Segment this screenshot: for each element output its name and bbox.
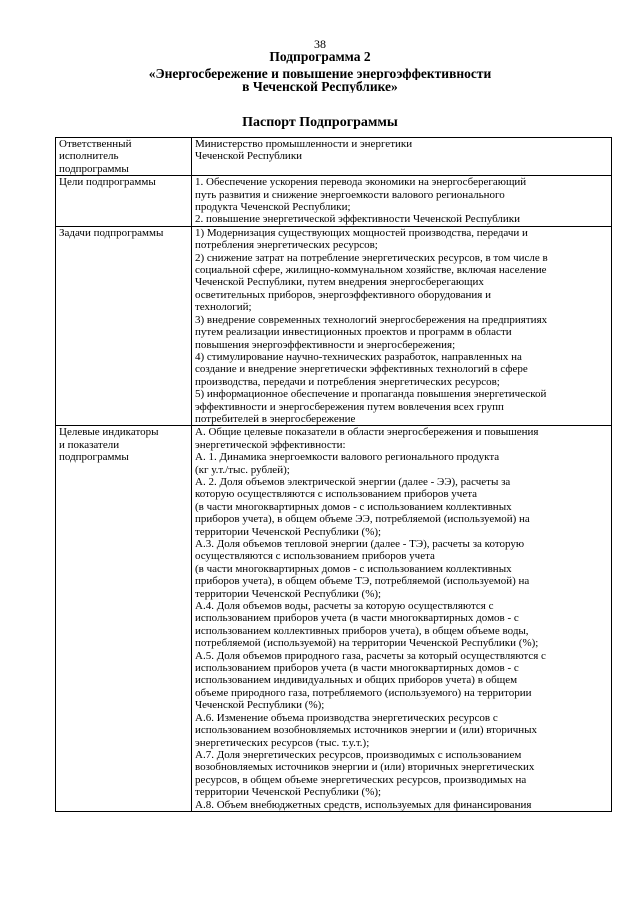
row-content-line: А. 1. Динамика энергоемкости валового регионального продукта [195,451,500,464]
row-content-line: потребителей в энергосбережение [195,412,356,425]
row-label-line: Целевые индикаторы [59,426,159,439]
row-content-line: А. 2. Доля объемов электрической энергии (далее - ЭЭ), расчеты за [195,475,511,488]
row-content-line: использованием индивидуальных и общих приборов учета) в общем [195,674,518,687]
row-content-line: территории Чеченской Республики (%); [195,525,382,538]
row-label-line: исполнитель [59,150,119,163]
row-content [192,138,612,176]
row-label-line: Задачи подпрограммы [59,226,164,239]
row-content [192,176,612,227]
passport-row [56,176,612,227]
row-content-line: использованием приборов учета (в части многоквартирных домов - с [195,662,519,675]
row-content-line: 3) внедрение современных технологий энергосбережения на предприятиях [195,313,548,326]
passport-row [56,226,612,426]
row-content-line: 5) информационное обеспечение и пропаганда повышения энергетической [195,388,547,401]
row-content-line: путь развития и снижение энергоемкости валового регионального [195,188,505,201]
row-content-line: ресурсов, в общем объеме энергетических ресурсов, производимых на [195,773,527,786]
row-content-line: А.6. Изменение объема производства энергетических ресурсов с [195,711,498,724]
row-content-line: осуществляются с использованием приборов учета [195,550,435,563]
subprogram-title-line: в Чеченской Республике» [242,80,398,93]
passport-row [56,426,612,812]
row-content-line: А. Общие целевые показатели в области энергосбережения и повышения [195,426,539,439]
row-content [192,426,612,812]
row-content-line: А.7. Доля энергетических ресурсов, производимых с использованием [195,748,522,761]
passport-heading: Паспорт Подпрограммы [242,115,398,130]
row-content-line: энергетической эффективности: [195,438,346,451]
row-content-line: Чеченской Республики [195,150,303,163]
row-label-line: и показатели [59,438,120,451]
row-content-line: использованием коллективных приборов учета), в общем объеме воды, [195,624,529,637]
row-content-line: использованием возобновляемых источников энергии и (или) вторичных [195,724,538,737]
row-content-line: А.8. Объем внебюджетных средств, используемых для финансирования [195,798,532,811]
row-label [56,138,192,176]
row-content-line: (в части многоквартирных домов - с использованием коллективных [195,562,512,575]
row-content-line: 4) стимулирование научно-технических разработок, направленных на [195,350,522,363]
page-number: 38 [314,37,326,51]
row-content-line: А.3. Доля объемов тепловой энергии (далее - ТЭ), расчеты за которую [195,538,525,550]
row-content-line: эффективности и энергосбережения путем вовлечения всех групп [195,400,504,413]
subprogram-title [0,67,640,93]
row-label [56,426,192,812]
row-content-line: использованием приборов учета (в части многоквартирных домов - с [195,612,519,625]
row-content-line: потребляемой (используемой) на территории Чеченской Республики (%); [195,637,539,650]
subprogram-heading: Подпрограмма 2 [269,49,371,64]
passport-table [55,137,612,812]
row-label [56,226,192,426]
row-content-line: Чеченской Республики, путем внедрения энергосберегающих [195,276,484,289]
subprogram-title-line: «Энергосбережение и повышение энергоэффективности [148,67,492,80]
passport-row [56,138,612,176]
row-content-line: А.4. Доля объемов воды, расчеты за которую осуществляются с [195,600,494,613]
row-content-line: Чеченской Республики (%); [195,699,325,712]
row-content-line: которую осуществляются с использованием приборов учета [195,488,478,501]
row-content-line: возобновляемых источников энергии и (или) вторичных энергетических [195,761,535,774]
row-content-line: продукта Чеченской Республики; [195,201,351,214]
row-content-line: объеме природного газа, потребляемого (используемого) на территории [195,686,532,699]
row-content-line: осветительных приборов, энергоэффективного оборудования и [195,288,491,301]
row-content-line: социальной сфере, жилищно-коммунальном хозяйстве, включая население [195,264,547,277]
row-label [56,176,192,227]
row-label-line: подпрограммы [59,451,129,464]
row-content-line: А.5. Доля объемов природного газа, расчеты за который осуществляются с [195,649,546,662]
row-content-line: территории Чеченской Республики (%); [195,587,382,600]
row-content-line: технологий; [195,301,252,314]
row-content-line: приборов учета), в общем объеме ЭЭ, потребляемой (используемой) на [195,513,530,526]
row-content-line: территории Чеченской Республики (%); [195,786,382,799]
row-label-line: Ответственный [59,138,132,150]
row-content-line: (в части многоквартирных домов - с использованием коллективных [195,500,512,513]
row-label-line: подпрограммы [59,162,129,175]
row-content-line: 1. Обеспечение ускорения перевода экономики на энергосберегающий [195,176,527,189]
row-content-line: создание и внедрение энергетически эффективных технологий в сфере [195,363,528,376]
row-content-line: 2) снижение затрат на потребление энергетических ресурсов, в том числе в [195,251,548,264]
row-content-line: повышения энергоэффективности и энергосбережения; [195,338,456,351]
row-content-line: энергетических ресурсов (тыс. т.у.т.); [195,736,370,749]
row-content [192,226,612,426]
row-content-line: потребления энергетических ресурсов; [195,239,378,252]
row-content-line: приборов учета), в общем объеме ТЭ, потребляемой (используемой) на [195,575,530,588]
row-content-line: (кг у.т./тыс. рублей); [195,463,290,476]
row-content-line: производства, передачи и потребления энергетических ресурсов; [195,375,500,388]
row-content-line: 2. повышение энергетической эффективности Чеченской Республики [195,213,521,226]
row-content-line: Министерство промышленности и энергетики [195,138,413,150]
row-content-line: путем реализации инвестиционных проектов и программ в области [195,326,512,339]
row-content-line: 1) Модернизация существующих мощностей производства, передачи и [195,226,528,239]
row-label-line: Цели подпрограммы [59,176,156,189]
